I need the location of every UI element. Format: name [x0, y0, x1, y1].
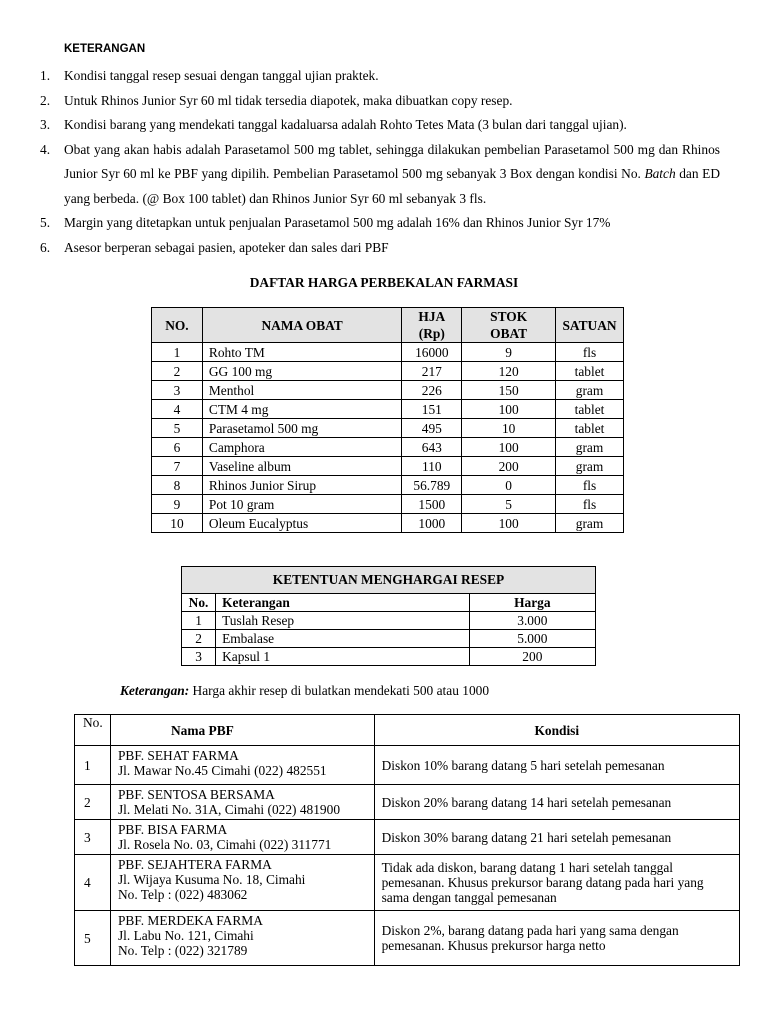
- cell-hja: 110: [402, 457, 462, 476]
- cell-hja: 1500: [402, 495, 462, 514]
- price-list-table: [151, 307, 624, 533]
- pbf-address: Jl. Melati No. 31A, Cimahi (022) 481900: [117, 802, 341, 817]
- pbf-name: PBF. SENTOSA BERSAMA: [117, 787, 275, 802]
- cell-hja: 217: [402, 362, 462, 381]
- table-row: [152, 495, 624, 514]
- table-row: [152, 400, 624, 419]
- cell-satuan: tablet: [556, 400, 624, 419]
- pbf-name: PBF. BISA FARMA: [117, 822, 228, 837]
- note-text: dan ED yang berbeda. (@ Box 100 tablet) dan Rhinos Junior Syr 60 ml sebanyak 3 fls.: [64, 166, 720, 206]
- cell-nama-obat: GG 100 mg: [202, 362, 401, 381]
- header-hja-line1: HJA: [418, 309, 446, 324]
- header-stok-line2: OBAT: [490, 326, 528, 341]
- table-header-row: [75, 715, 740, 746]
- note-item: [0, 138, 720, 212]
- table-row: [182, 630, 596, 648]
- table-row: [152, 419, 624, 438]
- pbf-table: [74, 714, 740, 966]
- note-text: Kondisi barang yang mendekati tanggal kadaluarsa adalah Rohto Tetes Mata (3 bulan dari tanggal ujian).: [64, 117, 627, 132]
- cell-no: 8: [152, 476, 203, 495]
- cell-no: 1: [75, 746, 111, 785]
- rounding-note: [120, 683, 489, 699]
- header-no: No.: [75, 715, 111, 746]
- note-number: 6.: [40, 239, 51, 255]
- note-number: 2.: [40, 92, 51, 108]
- cell-hja: 1000: [402, 514, 462, 533]
- cell-harga: 3.000: [469, 612, 595, 630]
- pbf-address: Jl. Rosela No. 03, Cimahi (022) 311771: [117, 837, 332, 852]
- cell-kondisi: Diskon 20% barang datang 14 hari setelah pemesanan: [374, 785, 739, 820]
- cell-satuan: fls: [556, 476, 624, 495]
- cell-hja: 495: [402, 419, 462, 438]
- cell-no: 3: [75, 820, 111, 855]
- notes-list: [0, 64, 768, 260]
- cell-harga: 5.000: [469, 630, 595, 648]
- cell-pbf-info: [110, 746, 374, 785]
- note-text: Untuk Rhinos Junior Syr 60 ml tidak tersedia diapotek, maka dibuatkan copy resep.: [64, 92, 513, 108]
- cell-nama-obat: Rohto TM: [202, 343, 401, 362]
- cell-kondisi: Diskon 30% barang datang 21 hari setelah pemesanan: [374, 820, 739, 855]
- cell-no: 5: [75, 911, 111, 966]
- note-text: Obat yang akan habis adalah Parasetamol 500 mg tablet, sehingga dilakukan pembelian Parasetamol 500 mg dan Rhinos Junior Syr 60 ml ke PBF yang dipilih. Pembelian Parasetamol 500 mg sebanyak 3 Box dengan kondisi No.: [64, 141, 720, 181]
- cell-keterangan: Tuslah Resep: [216, 612, 470, 630]
- cell-pbf-info: [110, 820, 374, 855]
- cell-hja: 226: [402, 381, 462, 400]
- header-stok: [462, 308, 556, 343]
- cell-kondisi: Tidak ada diskon, barang datang 1 hari setelah tanggal pemesanan. Khusus prekursor barang datang pada hari yang sama dengan tanggal pemesanan: [374, 855, 739, 911]
- header-nama-pbf: Nama PBF: [110, 715, 374, 746]
- cell-no: 7: [152, 457, 203, 476]
- cell-no: 3: [182, 648, 216, 666]
- header-hja: [402, 308, 462, 343]
- cell-hja: 56.789: [402, 476, 462, 495]
- note-item: [0, 211, 720, 236]
- header-keterangan: Keterangan: [216, 594, 470, 612]
- cell-pbf-info: [110, 911, 374, 966]
- cell-no: 10: [152, 514, 203, 533]
- pbf-phone: No. Telp : (022) 321789: [117, 943, 248, 958]
- cell-stok: 9: [462, 343, 556, 362]
- note-item: [0, 113, 720, 138]
- pbf-name: PBF. MERDEKA FARMA: [117, 913, 263, 928]
- cell-nama-obat: Pot 10 gram: [202, 495, 401, 514]
- note-item: [0, 236, 720, 261]
- table-header-row: [182, 594, 596, 612]
- header-harga: Harga: [469, 594, 595, 612]
- table-row: [75, 855, 740, 911]
- cell-stok: 120: [462, 362, 556, 381]
- cell-no: 6: [152, 438, 203, 457]
- table-row: [75, 911, 740, 966]
- cell-keterangan: Embalase: [216, 630, 470, 648]
- header-nama-obat: NAMA OBAT: [202, 308, 401, 343]
- header-kondisi: Kondisi: [374, 715, 739, 746]
- cell-no: 9: [152, 495, 203, 514]
- cell-stok: 100: [462, 438, 556, 457]
- table-row: [75, 785, 740, 820]
- keterangan-heading: KETERANGAN: [64, 43, 146, 55]
- cell-no: 1: [182, 612, 216, 630]
- cell-satuan: fls: [556, 495, 624, 514]
- header-stok-line1: STOK: [490, 309, 528, 324]
- table-row: [152, 476, 624, 495]
- cell-hja: 16000: [402, 343, 462, 362]
- cell-satuan: gram: [556, 381, 624, 400]
- daftar-harga-title: DAFTAR HARGA PERBEKALAN FARMASI: [249, 275, 519, 290]
- note-item: [0, 89, 720, 114]
- note-text: Kondisi tanggal resep sesuai dengan tanggal ujian praktek.: [64, 68, 379, 83]
- cell-pbf-info: [110, 855, 374, 911]
- table-row: [152, 457, 624, 476]
- cell-kondisi: Diskon 10% barang datang 5 hari setelah pemesanan: [374, 746, 739, 785]
- cell-nama-obat: CTM 4 mg: [202, 400, 401, 419]
- note-text: Margin yang ditetapkan untuk penjualan Parasetamol 500 mg adalah 16% dan Rhinos Junior Syr 17%: [64, 215, 611, 230]
- cell-nama-obat: Camphora: [202, 438, 401, 457]
- table-header-row: [152, 308, 624, 343]
- ketentuan-title-row: [182, 567, 596, 594]
- table-row: [152, 438, 624, 457]
- table-row: [152, 362, 624, 381]
- cell-nama-obat: Oleum Eucalyptus: [202, 514, 401, 533]
- note-number: 4.: [40, 141, 51, 157]
- cell-satuan: tablet: [556, 362, 624, 381]
- cell-no: 3: [152, 381, 203, 400]
- cell-stok: 5: [462, 495, 556, 514]
- header-no: NO.: [152, 308, 203, 343]
- cell-stok: 0: [462, 476, 556, 495]
- cell-stok: 200: [462, 457, 556, 476]
- note-number: 1.: [40, 68, 51, 83]
- pbf-phone: No. Telp : (022) 483062: [117, 887, 248, 902]
- cell-pbf-info: [110, 785, 374, 820]
- cell-no: 2: [152, 362, 203, 381]
- table-row: [75, 746, 740, 785]
- cell-stok: 10: [462, 419, 556, 438]
- table-row: [152, 514, 624, 533]
- cell-harga: 200: [469, 648, 595, 666]
- table-row: [182, 648, 596, 666]
- pbf-name: PBF. SEJAHTERA FARMA: [117, 857, 272, 872]
- cell-no: 4: [152, 400, 203, 419]
- pbf-address: Jl. Labu No. 121, Cimahi: [117, 928, 254, 943]
- cell-nama-obat: Parasetamol 500 mg: [202, 419, 401, 438]
- cell-no: 2: [182, 630, 216, 648]
- cell-no: 1: [152, 343, 203, 362]
- cell-no: 4: [75, 855, 111, 911]
- table-row: [75, 820, 740, 855]
- pbf-name: PBF. SEHAT FARMA: [117, 748, 239, 763]
- cell-stok: 100: [462, 400, 556, 419]
- cell-stok: 150: [462, 381, 556, 400]
- note-item: [0, 64, 720, 89]
- cell-satuan: fls: [556, 343, 624, 362]
- cell-no: 2: [75, 785, 111, 820]
- header-satuan: SATUAN: [556, 308, 624, 343]
- cell-stok: 100: [462, 514, 556, 533]
- cell-keterangan: Kapsul 1: [216, 648, 470, 666]
- cell-nama-obat: Menthol: [202, 381, 401, 400]
- cell-no: 5: [152, 419, 203, 438]
- cell-satuan: gram: [556, 457, 624, 476]
- cell-kondisi: Diskon 2%, barang datang pada hari yang sama dengan pemesanan. Khusus prekursor harga netto: [374, 911, 739, 966]
- cell-hja: 643: [402, 438, 462, 457]
- table-row: [182, 612, 596, 630]
- table-row: [152, 343, 624, 362]
- note-text-italic: Batch: [644, 166, 676, 181]
- header-hja-line2: (Rp): [418, 326, 445, 341]
- cell-satuan: tablet: [556, 419, 624, 438]
- cell-nama-obat: Rhinos Junior Sirup: [202, 476, 401, 495]
- cell-nama-obat: Vaseline album: [202, 457, 401, 476]
- cell-hja: 151: [402, 400, 462, 419]
- note-label: Keterangan:: [120, 683, 190, 698]
- ketentuan-table: [181, 566, 596, 666]
- note-number: 5.: [40, 215, 51, 230]
- pbf-address: Jl. Wijaya Kusuma No. 18, Cimahi: [117, 872, 306, 887]
- note-number: 3.: [40, 117, 51, 132]
- header-no: No.: [182, 594, 216, 612]
- pbf-address: Jl. Mawar No.45 Cimahi (022) 482551: [117, 763, 327, 778]
- ketentuan-title: KETENTUAN MENGHARGAI RESEP: [182, 567, 596, 594]
- note-text: Asesor berperan sebagai pasien, apoteker dan sales dari PBF: [64, 239, 389, 255]
- table-row: [152, 381, 624, 400]
- cell-satuan: gram: [556, 514, 624, 533]
- cell-satuan: gram: [556, 438, 624, 457]
- note-text: Harga akhir resep di bulatkan mendekati 500 atau 1000: [189, 683, 490, 698]
